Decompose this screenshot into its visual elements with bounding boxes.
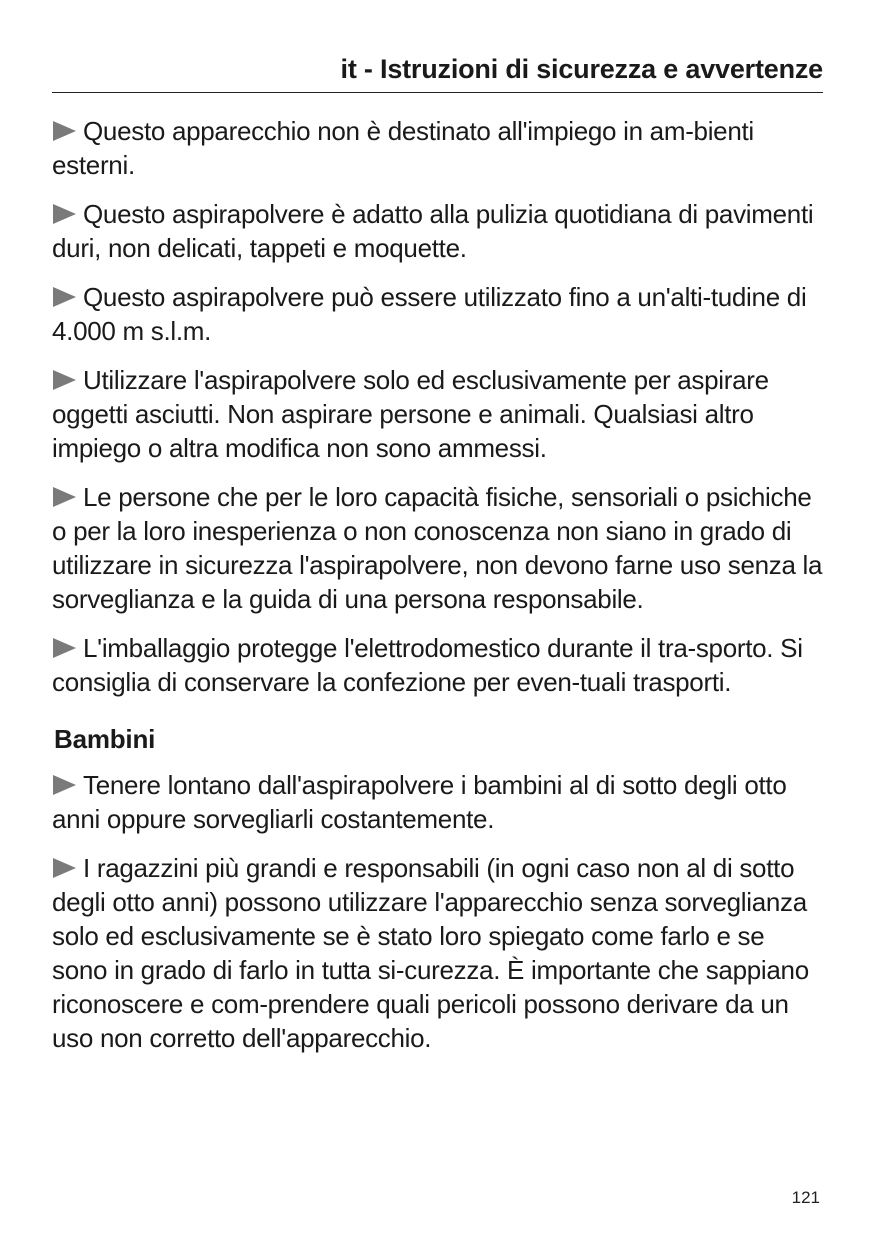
arrow-bullet-icon — [52, 637, 77, 659]
warning-paragraph — [52, 363, 826, 465]
warning-paragraph — [52, 768, 826, 836]
warning-paragraph — [52, 851, 826, 1055]
paragraph-text: Tenere lontano dall'aspirapolvere i bambini al di sotto degli otto anni oppure sorvegliarli costantemente. — [52, 770, 787, 834]
paragraph-text: Questo apparecchio non è destinato all'impiego in am-bienti esterni. — [52, 116, 754, 180]
paragraph-text: L'imballaggio protegge l'elettrodomestico durante il tra-sporto. Si consiglia di conservare la confezione per even-tuali trasporti. — [52, 633, 803, 697]
warning-paragraph — [52, 197, 826, 265]
paragraph-text: Questo aspirapolvere è adatto alla pulizia quotidiana di pavimenti duri, non delicati, tappeti e moquette. — [52, 199, 814, 263]
paragraph-text: Utilizzare l'aspirapolvere solo ed esclusivamente per aspirare oggetti asciutti. Non aspirare persone e animali. Qualsiasi altro impiego o altra modifica non sono ammessi. — [52, 365, 769, 463]
document-body — [52, 114, 826, 1070]
warning-paragraph — [52, 480, 826, 616]
arrow-bullet-icon — [52, 369, 77, 391]
page-number: 121 — [791, 1188, 820, 1207]
warning-paragraph — [52, 631, 826, 699]
warning-paragraph — [52, 280, 826, 348]
paragraph-text: Questo aspirapolvere può essere utilizzato fino a un'alti-tudine di 4.000 m s.l.m. — [52, 282, 807, 346]
warning-paragraph — [52, 114, 826, 182]
page-title: it - Istruzioni di sicurezza e avvertenze — [340, 54, 823, 84]
arrow-bullet-icon — [52, 203, 77, 225]
arrow-bullet-icon — [52, 120, 77, 142]
arrow-bullet-icon — [52, 857, 77, 879]
arrow-bullet-icon — [52, 486, 77, 508]
paragraph-text: I ragazzini più grandi e responsabili (in ogni caso non al di sotto degli otto anni) possono utilizzare l'apparecchio senza sorveglianza solo ed esclusivamente se è stato loro spiegato come farlo e se sono in grado di farlo in tutta si-curezza. È importante che sappiano riconoscere e com-prendere quali pericoli possono derivare da un uso non corretto dell'apparecchio. — [52, 853, 809, 1053]
page-header — [52, 50, 823, 93]
arrow-bullet-icon — [52, 774, 77, 796]
arrow-bullet-icon — [52, 286, 77, 308]
paragraph-text: Le persone che per le loro capacità fisiche, sensoriali o psichiche o per la loro inesperienza o non conoscenza non siano in grado di utilizzare in sicurezza l'aspirapolvere, non devono farne uso senza la sorveglianza e la guida di una persona responsabile. — [52, 482, 823, 614]
section-heading: Bambini — [54, 724, 156, 754]
